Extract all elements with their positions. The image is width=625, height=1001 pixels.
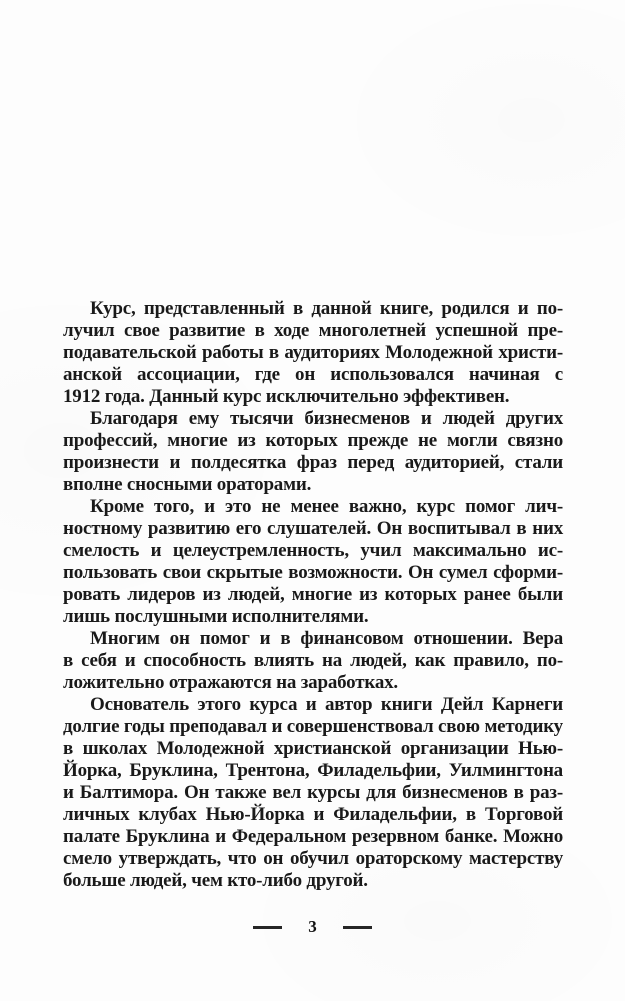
page-footer	[0, 914, 625, 938]
paragraph-line: Основатель этого курса и автор книги Дейл Карнеги	[90, 694, 563, 715]
paragraph	[63, 496, 563, 628]
page-number: 3	[308, 916, 317, 936]
paragraph	[63, 298, 563, 408]
paragraph-line: ложительно отражаются на заработках.	[63, 672, 398, 693]
paragraph-line: подавательской работы в аудиториях Молодежной христи-	[63, 342, 563, 363]
paragraph-line: больше людей, чем кто-либо другой.	[63, 870, 368, 891]
paragraph	[63, 694, 563, 892]
paragraph-line: долгие годы преподавал и совершенствовал свою методику	[63, 716, 563, 737]
paragraph-line: вполне сносными ораторами.	[63, 474, 312, 495]
paragraph-line: и Балтимора. Он также вел курсы для бизнесменов в раз-	[63, 782, 563, 803]
paragraph-line: Курс, представленный в данной книге, родился и по-	[90, 298, 563, 319]
paragraph-line: Многим он помог и в финансовом отношении. Вера	[90, 628, 563, 649]
paragraph-line: анской ассоциации, где он использовался начиная с	[63, 364, 563, 385]
paragraph-line: 1912 года. Данный курс исключительно эффективен.	[63, 386, 510, 407]
paragraph-line: смелость и целеустремленность, учил максимально ис-	[63, 540, 563, 561]
paragraph-line: Йорка, Бруклина, Трентона, Филадельфии, Уилмингтона	[63, 760, 563, 781]
paragraph-line: палате Бруклина и Федеральном резервном банке. Можно	[63, 826, 563, 847]
paragraph-line: личных клубах Нью-Йорка и Филадельфии, в Торговой	[63, 804, 563, 825]
paragraph-line: в себя и способность влиять на людей, как правило, по-	[63, 650, 563, 671]
paragraph-line: Благодаря ему тысячи бизнесменов и людей других	[90, 408, 563, 429]
paragraph-line: лишь послушными исполнителями.	[63, 606, 369, 627]
paragraph-line: в школах Молодежной христианской организации Нью-	[63, 738, 563, 759]
paragraph-line: смело утверждать, что он обучил ораторскому мастерству	[63, 848, 563, 869]
paragraph-line: Кроме того, и это не менее важно, курс помог лич-	[90, 496, 563, 517]
paragraph-line: пользовать свои скрытые возможности. Он сумел сформи-	[63, 562, 563, 583]
paragraph-line: произнести и полдесятка фраз перед аудиторией, стали	[63, 452, 563, 473]
paragraph-line: лучил свое развитие в ходе многолетней успешной пре-	[63, 320, 563, 341]
paragraph-line: профессий, многие из которых прежде не могли связно	[63, 430, 563, 451]
paragraph-line: ностному развитию его слушателей. Он воспитывал в них	[63, 518, 563, 539]
footer-rule-right	[343, 926, 372, 929]
paragraph-line: ровать лидеров из людей, многие из которых ранее были	[63, 584, 563, 605]
page-text	[63, 298, 563, 892]
paragraph	[63, 408, 563, 496]
footer-rule-left	[253, 926, 282, 929]
paragraph	[63, 628, 563, 694]
